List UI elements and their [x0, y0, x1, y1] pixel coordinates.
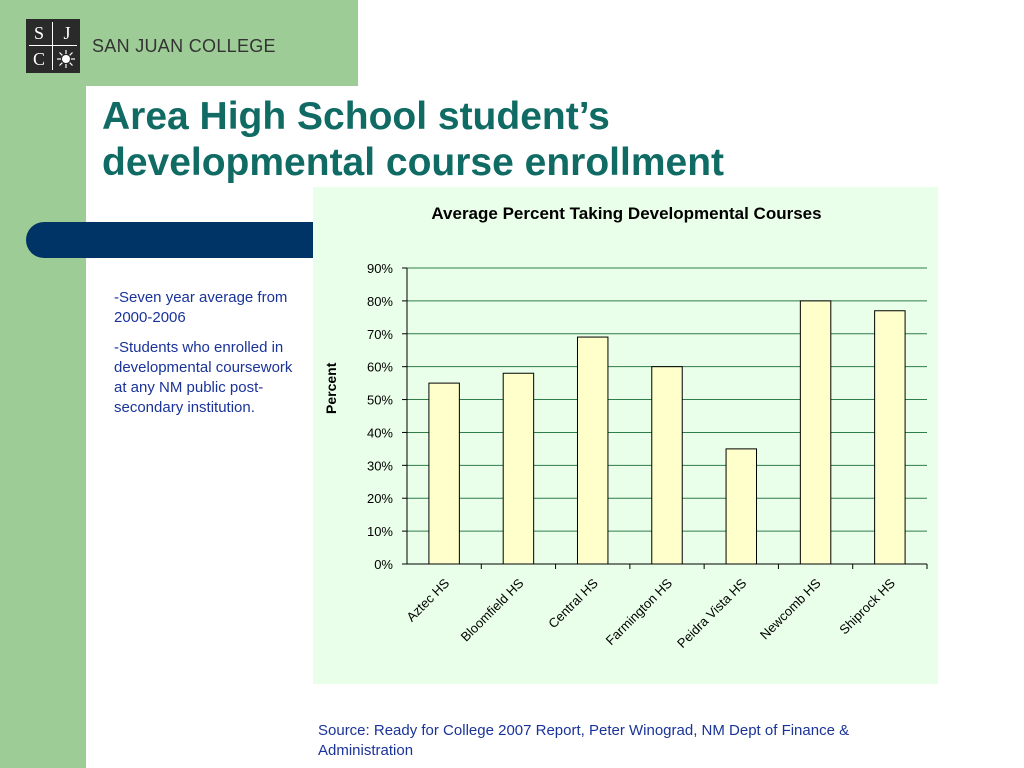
- y-tick-label: 50%: [366, 392, 393, 408]
- title-line-2: developmental course enrollment: [102, 141, 725, 184]
- y-tick-label: 30%: [366, 458, 393, 474]
- y-tick-label: 60%: [366, 359, 393, 375]
- x-tick-label: Bloomfield HS: [457, 575, 527, 645]
- sun-icon: [56, 49, 76, 69]
- bar: [726, 449, 756, 564]
- accent-bar: [26, 222, 326, 258]
- y-tick-label: 90%: [366, 261, 393, 276]
- x-tick-label: Shiprock HS: [836, 575, 898, 638]
- y-axis-label: Percent: [323, 362, 339, 414]
- note-item: -Students who enrolled in developmental coursework at any NM public post-secondary institution.: [114, 339, 293, 416]
- college-logo: [26, 19, 276, 73]
- bar: [577, 337, 607, 564]
- bar-chart: [313, 187, 938, 684]
- y-tick-label: 80%: [366, 293, 393, 309]
- sidebar-band: [0, 0, 86, 768]
- notes-text: [114, 288, 304, 428]
- source-citation: Source: Ready for College 2007 Report, Peter Winograd, NM Dept of Finance & Administration: [318, 722, 850, 759]
- slide-title: [102, 94, 724, 186]
- y-tick-label: 70%: [366, 326, 393, 342]
- x-tick-label: Central HS: [545, 575, 601, 632]
- x-tick-label: Newcomb HS: [756, 575, 824, 643]
- title-line-1: Area High School student’s: [102, 95, 610, 138]
- y-tick-label: 20%: [366, 491, 393, 507]
- x-tick-label: Farmington HS: [602, 575, 676, 648]
- logo-letter-s: S: [33, 23, 44, 43]
- bar: [429, 383, 459, 564]
- bar: [875, 311, 905, 564]
- logo-letter-j: J: [63, 23, 71, 43]
- bar: [503, 373, 533, 564]
- y-tick-label: 40%: [366, 425, 393, 441]
- bar: [800, 301, 830, 564]
- college-name: SAN JUAN COLLEGE: [92, 35, 276, 56]
- x-tick-label: Peidra Vista HS: [674, 575, 750, 651]
- note-item: -Seven year average from 2000-2006: [114, 289, 288, 326]
- logo-letter-c: C: [32, 49, 45, 69]
- chart-title: Average Percent Taking Developmental Courses: [431, 204, 822, 223]
- bar: [652, 367, 682, 564]
- y-tick-label: 0%: [374, 557, 393, 572]
- y-tick-label: 10%: [366, 524, 393, 540]
- logo-mark: [26, 19, 80, 73]
- x-tick-label: Aztec HS: [403, 575, 453, 625]
